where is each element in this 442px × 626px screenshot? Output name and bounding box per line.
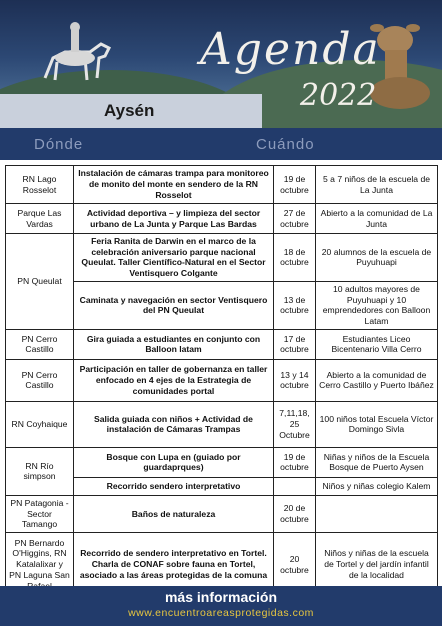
activity-cell: Instalación de cámaras trampa para monitoreo de monito del monte en sendero de la RN Rosselot [74, 166, 274, 204]
activity-cell: Gira guiada a estudiantes en conjunto con Balloon latam [74, 329, 274, 359]
table-row [6, 234, 438, 282]
table-row [6, 495, 438, 532]
audience-cell: Estudiantes Liceo Bicentenario Villa Cerro [316, 329, 438, 359]
date-cell: 7,11,18, 25 Octubre [274, 401, 316, 447]
place-cell: PN Cerro Castillo [6, 329, 74, 359]
date-cell: 20 octubre [274, 533, 316, 597]
audience-cell: Abierto a la comunidad de Cerro Castillo y Puerto Ibáñez [316, 359, 438, 401]
header-banner [0, 0, 442, 128]
date-cell: 13 y 14 octubre [274, 359, 316, 401]
date-cell: 19 de octubre [274, 166, 316, 204]
table-row [6, 401, 438, 447]
more-info-label: más información [164, 589, 278, 605]
date-cell: 17 de octubre [274, 329, 316, 359]
agenda-table-container [5, 165, 437, 597]
activity-cell: Salida guiada con niños + Actividad de instalación de Cámaras Trampas [74, 401, 274, 447]
activity-cell: Caminata y navegación en sector Ventisquero del PN Queulat [74, 281, 274, 329]
audience-cell: Niños y niñas colegio Kalem [316, 477, 438, 495]
audience-cell: 10 adultos mayores de Puyuhuapi y 10 emprendedores con Balloon Latam [316, 281, 438, 329]
agenda-year: 2022 [300, 78, 377, 113]
activity-cell: Recorrido de sendero interpretativo en Tortel. Charla de CONAF sobre fauna en Tortel, asociado a las áreas protegidas de la comuna [74, 533, 274, 597]
column-header-where: Dónde [34, 136, 84, 153]
date-cell: 13 de octubre [274, 281, 316, 329]
place-cell: PN Bernardo O'Higgins, RN Katalalixar y PN Laguna San [6, 533, 74, 597]
table-row [6, 204, 438, 234]
activity-cell: Baños de naturaleza [74, 495, 274, 532]
table-row [6, 329, 438, 359]
agenda-table [5, 165, 438, 597]
place-cell: Parque Las Vardas [6, 204, 74, 234]
activity-cell: Feria Ranita de Darwin en el marco de la celebración aniversario parque nacional Queulat. Taller Científico-Natural en el Sector Ventisquero Colgante [74, 234, 274, 282]
column-header-when: Cuándo [256, 136, 315, 153]
audience-cell: Abierto a la comunidad de La Junta [316, 204, 438, 234]
horse-rider-illustration [35, 18, 125, 88]
activity-cell: Recorrido sendero interpretativo [74, 477, 274, 495]
audience-cell: Niñas y niños de la Escuela Bosque de Puerto Aysen [316, 447, 438, 477]
table-row [6, 166, 438, 204]
agenda-title: Agenda [200, 24, 381, 75]
date-cell: 18 de octubre [274, 234, 316, 282]
audience-cell: 5 a 7 niños de la escuela de La Junta [316, 166, 438, 204]
audience-cell: 100 niños total Escuela Víctor Domingo Sivla [316, 401, 438, 447]
date-cell: 20 de octubre [274, 495, 316, 532]
activity-cell: Participación en taller de gobernanza en taller enfocado en 4 ejes de la Estrategia de comunidades portal [74, 359, 274, 401]
audience-cell: Niños y niñas de la escuela de Tortel y del jardín infantil de la localidad [316, 533, 438, 597]
audience-cell: 20 alumnos de la escuela de Puyuhuapi [316, 234, 438, 282]
place-cell: RN Coyhaique [6, 401, 74, 447]
website-link[interactable]: www.encuentroareasprotegidas.com [128, 607, 314, 619]
table-row [6, 447, 438, 477]
place-cell: PN Patagonia - Sector Tamango [6, 495, 74, 532]
date-cell: 27 de octubre [274, 204, 316, 234]
place-cell: RN Lago Rosselot [6, 166, 74, 204]
place-cell: PN Cerro Castillo [6, 359, 74, 401]
audience-cell [316, 495, 438, 532]
place-cell: RN Río simpson [6, 447, 74, 495]
date-cell [274, 477, 316, 495]
activity-cell: Actividad deportiva – y limpieza del sector urbano de La Junta y Parque Las Bardas [74, 204, 274, 234]
table-row [6, 359, 438, 401]
activity-cell: Bosque con Lupa en (guiado por guardaprques) [74, 447, 274, 477]
region-label: Aysén [104, 101, 155, 120]
date-cell: 19 de octubre [274, 447, 316, 477]
place-cell: PN Queulat [6, 234, 74, 330]
